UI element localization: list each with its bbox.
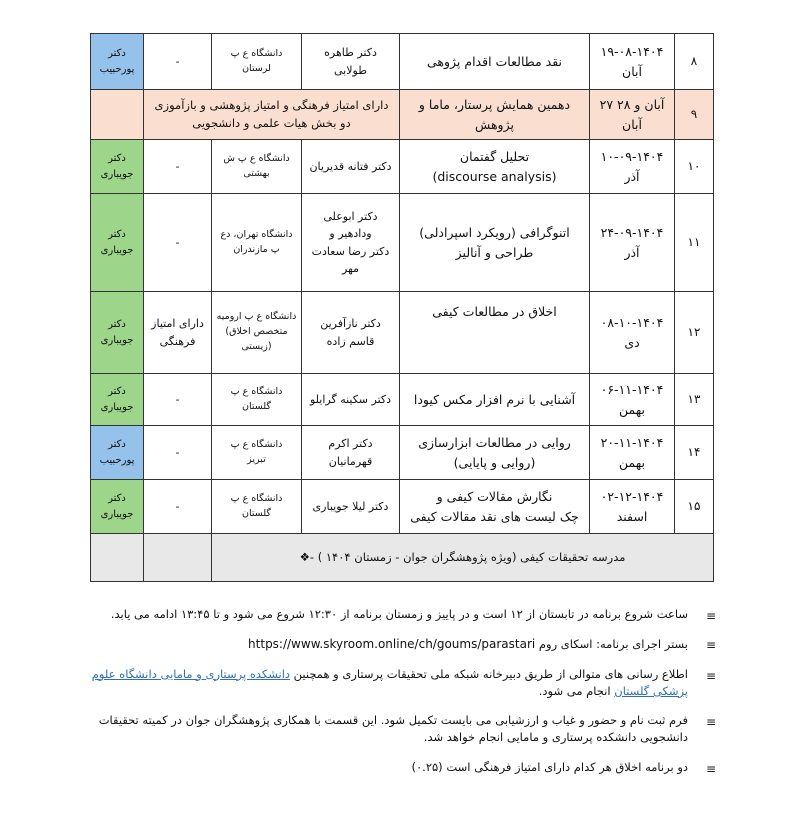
note-item — [86, 712, 716, 747]
title-cell: روایی در مطالعات ابزارسازی (روایی و پایایی) — [400, 426, 590, 480]
note-text: اطلاع رسانی های متوالی از طریق دبیرخانه شبکه ملی تحقیقات پرستاری و همچنین — [293, 666, 688, 681]
coordinator-cell: دکتر جویباری — [91, 140, 144, 194]
faculty-link[interactable]: دانشکده پرستاری و مامایی دانشگاه علوم پزشکی گلستان — [91, 666, 688, 698]
note-cell: - — [144, 426, 212, 480]
row-number: ۱۴ — [675, 426, 714, 480]
teacher-cell: دکتر اکرم قهرمانیان — [302, 426, 400, 480]
list-bullet-icon: ≡ — [705, 761, 716, 776]
list-bullet-icon: ≡ — [705, 609, 716, 623]
row-number: ۱۳ — [675, 374, 714, 426]
coordinator-cell: دکتر جویباری — [91, 194, 144, 292]
note-cell: - — [144, 194, 212, 292]
note-text: ساعت شروع برنامه در تابستان از ۱۲ است و در پاییز و زمستان برنامه از ۱۲:۳۰ شروع می شود و تا ۱۳:۴۵ ادامه می یابد. — [110, 607, 688, 621]
list-bullet-icon: ≡ — [705, 715, 716, 729]
university-cell: دانشگاه ع پ ش بهشتی — [212, 140, 302, 194]
date-cell: ۱۹-۰۸-۱۴۰۴ آبان — [590, 34, 675, 90]
university-cell: دانشگاه ع پ گلستان — [212, 374, 302, 426]
footer-empty-cell — [91, 534, 144, 582]
date-cell: ۰۸-۱۰-۱۴۰۴ دی — [590, 292, 675, 374]
note-text: بستر اجرای برنامه: اسکای روم — [538, 637, 688, 652]
title-cell: آشنایی با نرم افزار مکس کیودا — [400, 374, 590, 426]
university-cell: دانشگاه ع پ لرستان — [212, 34, 302, 90]
table-row-special — [91, 90, 714, 140]
list-bullet-icon: ≡ — [705, 638, 716, 653]
note-cell: - — [144, 140, 212, 194]
row-number: ۹ — [675, 90, 714, 140]
title-cell: تحلیل گفتمان (discourse analysis) — [400, 140, 590, 194]
teacher-cell: دکتر سکینه گرایلو — [302, 374, 400, 426]
note-text: انجام می شود. — [538, 683, 611, 698]
teacher-cell: دکتر لیلا جویباری — [302, 480, 400, 534]
note-cell: - — [144, 34, 212, 90]
note-item — [86, 606, 716, 623]
table-row — [91, 34, 714, 90]
row-number: ۸ — [675, 34, 714, 90]
university-cell: دانشگاه تهران، دع پ مازندران — [212, 194, 302, 292]
skyroom-url[interactable]: https://www.skyroom.online/ch/goums/parastari — [248, 637, 536, 652]
note-item — [86, 666, 716, 701]
note-item — [86, 759, 716, 776]
note-item — [86, 635, 716, 653]
row-number: ۱۰ — [675, 140, 714, 194]
teacher-cell: دکتر طاهره طولابی — [302, 34, 400, 90]
table-row — [91, 426, 714, 480]
coordinator-cell: دکتر جویباری — [91, 480, 144, 534]
row-number: ۱۱ — [675, 194, 714, 292]
note-cell: دارای امتیاز فرهنگی — [144, 292, 212, 374]
note-cell: - — [144, 480, 212, 534]
coordinator-cell: دکتر پورحبیب — [91, 426, 144, 480]
date-cell: ۲۷ آبان و ۲۸ آبان — [590, 90, 675, 140]
row-number: ۱۲ — [675, 292, 714, 374]
university-cell: دانشگاه ع پ ارومیه (متخصص اخلاق زیستی) — [212, 292, 302, 374]
coordinator-cell: دکتر جویباری — [91, 292, 144, 374]
table-row — [91, 480, 714, 534]
merged-note-cell: دارای امتیاز فرهنگی و امتیاز پژوهشی و بازآموزی دو بخش هیات علمی و دانشجویی — [144, 90, 400, 140]
table-row — [91, 374, 714, 426]
title-cell: دهمین همایش پرستار، ماما و پژوهش — [400, 90, 590, 140]
notes-list — [86, 606, 716, 788]
teacher-cell: دکتر فتانه قدیریان — [302, 140, 400, 194]
coordinator-cell: دکتر پورحبیب — [91, 34, 144, 90]
teacher-cell: دکتر ابوعلی ودادهیر و دکتر رضا سعادت مهر — [302, 194, 400, 292]
list-bullet-icon: ≡ — [705, 668, 716, 683]
date-cell: ۲۴-۰۹-۱۴۰۴ آذر — [590, 194, 675, 292]
title-cell: نقد مطالعات اقدام پژوهی — [400, 34, 590, 90]
note-text: دو برنامه اخلاق هر کدام دارای امتیاز فرهنگی است (۰.۲۵) — [411, 759, 688, 774]
schedule-table — [90, 33, 714, 582]
coordinator-cell — [91, 90, 144, 140]
university-cell: دانشگاه ع پ تبریز — [212, 426, 302, 480]
footer-empty-cell — [144, 534, 212, 582]
date-cell: ۰۲-۱۲-۱۴۰۴ اسفند — [590, 480, 675, 534]
table-row — [91, 140, 714, 194]
footer-text-cell: ❖- مدرسه تحقیقات کیفی (ویژه پژوهشگران جوان - زمستان ۱۴۰۴ ) — [212, 534, 714, 582]
note-cell: - — [144, 374, 212, 426]
title-cell: اخلاق در مطالعات کیفی — [400, 292, 590, 374]
note-text: فرم ثبت نام و حضور و غیاب و ارزشیابی می بایست تکمیل شود. این قسمت با همکاری پژوهشگران جوان در کمیته تحقیقات دانشجویی دانشکده پرستاری و مامایی انجام خواهد شد. — [98, 713, 688, 745]
title-cell: نگارش مقالات کیفی و چک لیست های نقد مقالات کیفی — [400, 480, 590, 534]
university-cell: دانشگاه ع پ گلستان — [212, 480, 302, 534]
teacher-cell: دکتر نازآفرین قاسم زاده — [302, 292, 400, 374]
date-cell: ۱۰-۰۹-۱۴۰۴ آذر — [590, 140, 675, 194]
table-row — [91, 194, 714, 292]
date-cell: ۰۶-۱۱-۱۴۰۴ بهمن — [590, 374, 675, 426]
table-row — [91, 292, 714, 374]
coordinator-cell: دکتر جویباری — [91, 374, 144, 426]
date-cell: ۲۰-۱۱-۱۴۰۴ بهمن — [590, 426, 675, 480]
row-number: ۱۵ — [675, 480, 714, 534]
title-cell: اتنوگرافی (رویکرد اسپرادلی) طراحی و آنالیز — [400, 194, 590, 292]
table-footer-row — [91, 534, 714, 582]
